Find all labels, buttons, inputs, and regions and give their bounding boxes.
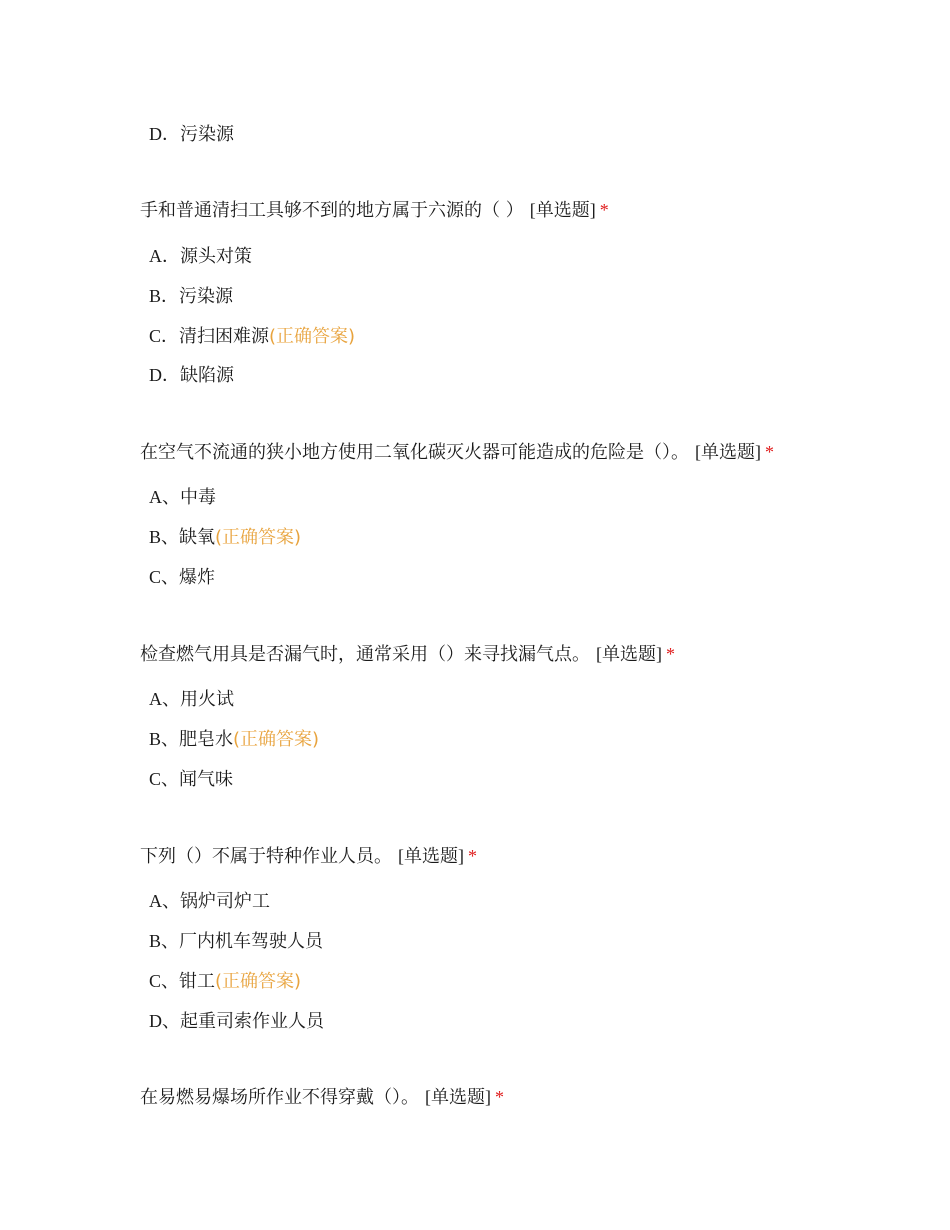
question-text: 下列（）不属于特种作业人员。: [140, 846, 392, 867]
option-prefix: A、: [149, 891, 180, 911]
option-text: 中毒: [180, 487, 216, 508]
option-prefix: B、: [149, 931, 180, 951]
option-prefix: C、: [149, 971, 180, 991]
question-title-5: [140, 1085, 504, 1109]
correct-answer-note: (正确答案): [215, 971, 302, 992]
option-item: [149, 244, 252, 268]
question-text: 手和普通清扫工具够不到的地方属于六源的（ ）: [140, 200, 524, 221]
correct-answer-note: (正确答案): [269, 326, 356, 347]
option-item: [149, 929, 323, 953]
question-text: 在易燃易爆场所作业不得穿戴（）。: [140, 1087, 419, 1108]
required-mark: *: [468, 846, 477, 866]
required-mark: *: [765, 442, 774, 462]
required-mark: *: [495, 1087, 504, 1107]
option-text: 爆炸: [179, 567, 216, 588]
option-prefix: B．: [149, 286, 180, 306]
question-type-tag: [单选题]: [398, 846, 464, 866]
option-text: 肥皂水: [179, 729, 234, 750]
option-text: 锅炉司炉工: [180, 891, 270, 912]
option-item: [149, 363, 234, 387]
option-item: [149, 727, 319, 751]
question-text: 检查燃气用具是否漏气时，通常采用（）来寻找漏气点。: [140, 644, 590, 665]
question-type-tag: [单选题]: [529, 200, 596, 220]
option-prefix: B、: [149, 527, 180, 547]
option-prefix: C．: [149, 326, 180, 346]
option-text: 缺陷源: [180, 365, 234, 386]
option-item: [149, 565, 215, 589]
question-title-1: [140, 198, 609, 222]
option-item: [149, 767, 233, 791]
question-type-tag: [单选题]: [425, 1087, 491, 1107]
option-prefix: B、: [149, 729, 180, 749]
option-text: 厂内机车驾驶人员: [179, 931, 324, 952]
option-item: [149, 525, 301, 549]
option-text: 清扫困难源: [179, 326, 270, 347]
option-text: 缺氧: [179, 527, 216, 548]
option-prefix: A、: [149, 689, 180, 709]
option-prefix: A、: [149, 487, 180, 507]
correct-answer-note: (正确答案): [233, 729, 320, 750]
option-item: [149, 687, 234, 711]
option-text: 污染源: [179, 286, 234, 307]
option-item: [149, 1009, 324, 1033]
option-prefix: A．: [149, 246, 180, 266]
required-mark: *: [599, 200, 609, 220]
question-title-3: [140, 642, 675, 666]
option-text: 用火试: [180, 689, 234, 710]
question-title-2: [140, 440, 774, 464]
option-item: [149, 122, 234, 146]
option-item: [149, 284, 233, 308]
question-type-tag: [单选题]: [695, 442, 761, 462]
option-item: [149, 485, 216, 509]
question-type-tag: [单选题]: [596, 644, 662, 664]
option-text: 钳工: [179, 971, 216, 992]
option-prefix: D．: [149, 365, 180, 385]
option-prefix: D、: [149, 1011, 180, 1031]
option-item: [149, 324, 355, 348]
correct-answer-note: (正确答案): [215, 527, 302, 548]
option-text: 起重司索作业人员: [180, 1011, 324, 1032]
option-text: 源头对策: [180, 246, 252, 267]
option-item: [149, 889, 270, 913]
required-mark: *: [666, 644, 675, 664]
option-prefix: C、: [149, 567, 180, 587]
option-prefix: C、: [149, 769, 180, 789]
option-text: 污染源: [180, 124, 234, 145]
option-text: 闻气味: [179, 769, 234, 790]
option-item: [149, 969, 301, 993]
question-title-4: [140, 844, 477, 868]
question-text: 在空气不流通的狭小地方使用二氧化碳灭火器可能造成的危险是（）。: [140, 442, 689, 463]
option-prefix: D．: [149, 124, 180, 144]
